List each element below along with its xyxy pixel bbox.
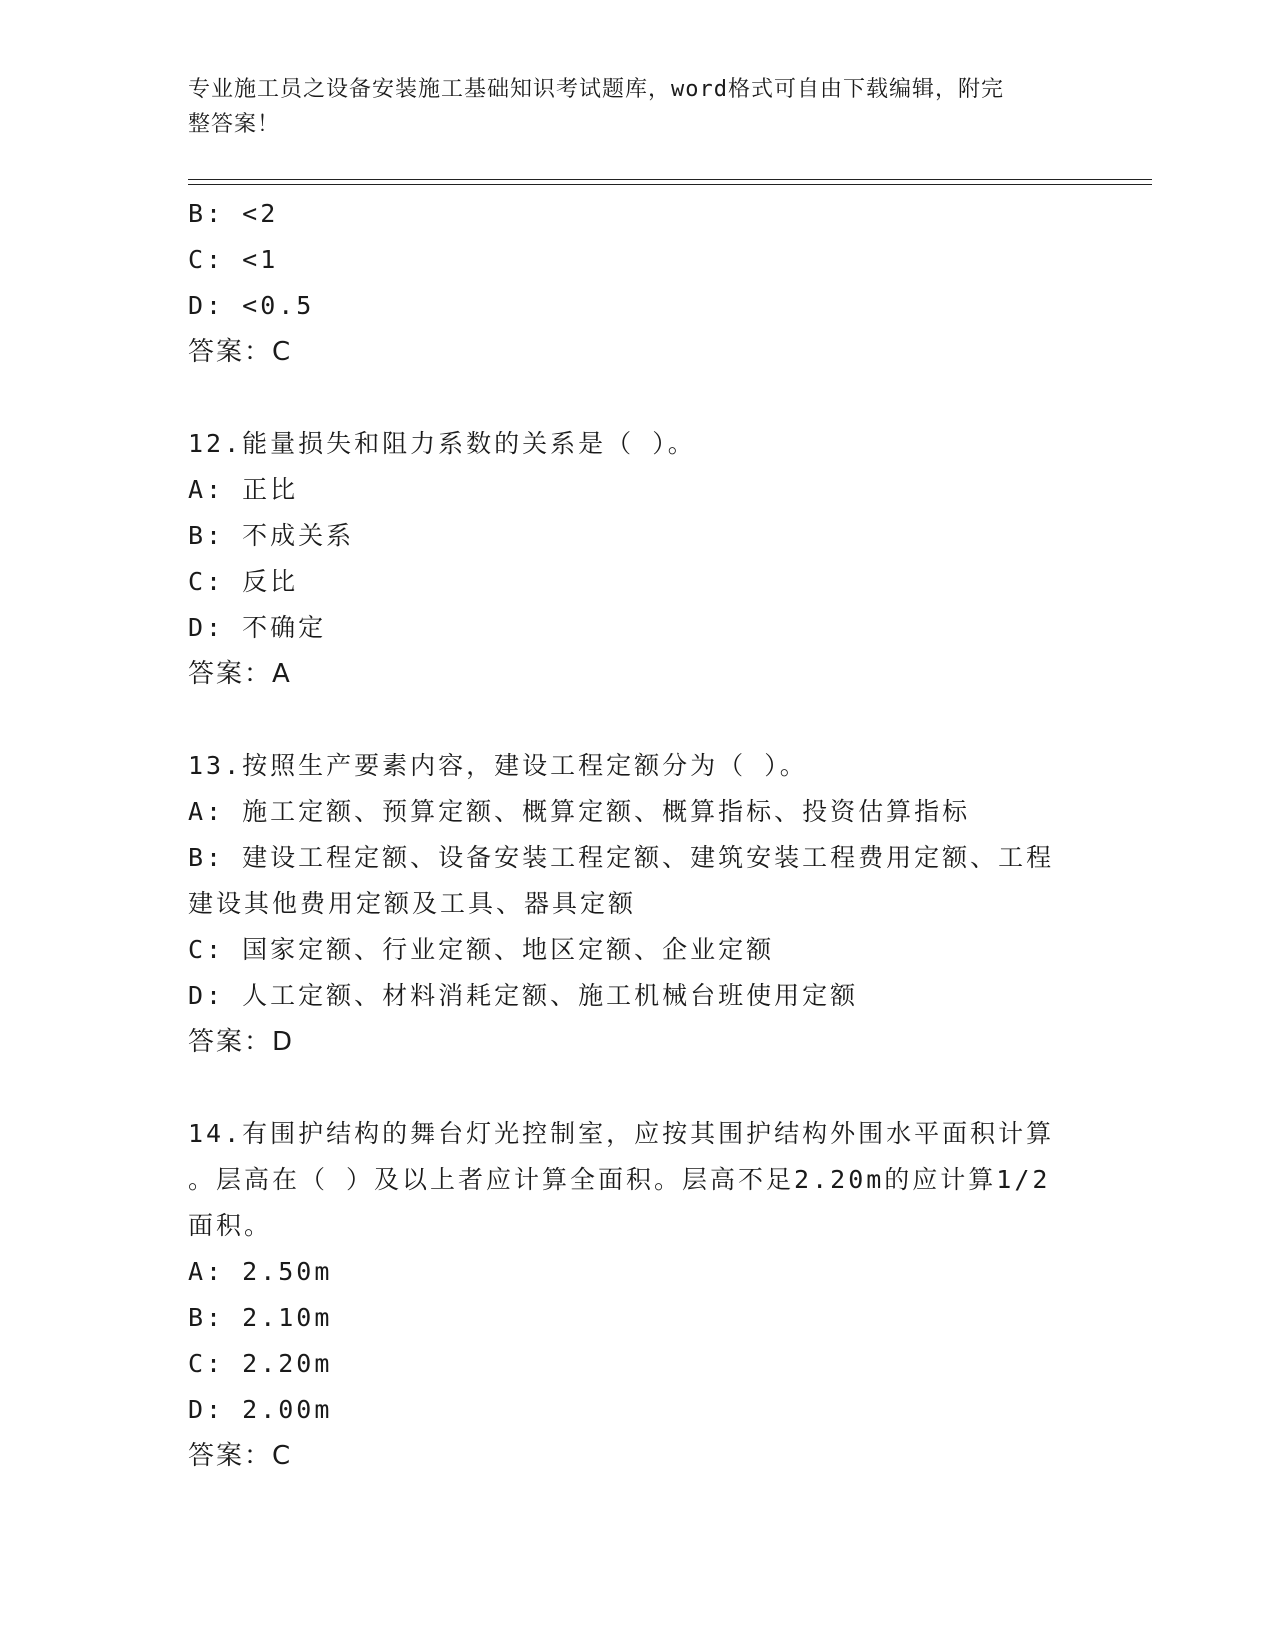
option-b: B: <2 [188, 199, 279, 228]
header-divider-bottom [188, 184, 1152, 185]
option-a: A: 施工定额、预算定额、概算定额、概算指标、投资估算指标 [188, 797, 971, 826]
answer: 答案：A [188, 659, 292, 689]
option-b: B: 不成关系 [188, 521, 355, 550]
spacer [188, 1065, 1088, 1111]
option-c: C: 2.20m [188, 1349, 333, 1378]
question-block-11 [188, 191, 1088, 375]
answer: 答案：C [188, 337, 293, 367]
question-text-line-2: 。层高在（ ）及以上者应计算全面积。层高不足2.20m的应计算1/2 [188, 1165, 1051, 1194]
option-d: D: 不确定 [188, 613, 327, 642]
option-c: C: 反比 [188, 567, 299, 596]
option-d: D: 2.00m [188, 1395, 333, 1424]
header-line-2: 整答案！ [188, 112, 281, 137]
option-c: C: 国家定额、行业定额、地区定额、企业定额 [188, 935, 775, 964]
question-text: 12.能量损失和阻力系数的关系是（ ）。 [188, 429, 696, 458]
option-a: A: 2.50m [188, 1257, 333, 1286]
option-d: D: 人工定额、材料消耗定额、施工机械台班使用定额 [188, 981, 859, 1010]
spacer [188, 375, 1088, 421]
option-b: B: 2.10m [188, 1303, 333, 1332]
question-list [188, 191, 1088, 1479]
header-line-1: 专业施工员之设备安装施工基础知识考试题库，word格式可自由下载编辑，附完 [188, 77, 1004, 102]
question-text-line-1: 14.有围护结构的舞台灯光控制室，应按其围护结构外围水平面积计算 [188, 1119, 1055, 1148]
page-header [188, 72, 1068, 142]
question-block-12 [188, 421, 1088, 697]
option-d: D: <0.5 [188, 291, 315, 320]
question-block-14 [188, 1111, 1088, 1479]
answer: 答案：C [188, 1441, 293, 1471]
answer: 答案：D [188, 1027, 295, 1057]
option-a: A: 正比 [188, 475, 299, 504]
question-text-line-3: 面积。 [188, 1211, 273, 1240]
question-block-13 [188, 743, 1088, 1065]
spacer [188, 697, 1088, 743]
option-b-line-2: 建设其他费用定额及工具、器具定额 [188, 889, 637, 918]
question-text: 13.按照生产要素内容，建设工程定额分为（ ）。 [188, 751, 808, 780]
option-c: C: <1 [188, 245, 279, 274]
option-b-line-1: B: 建设工程定额、设备安装工程定额、建筑安装工程费用定额、工程 [188, 843, 1055, 872]
header-divider-top [188, 179, 1152, 180]
